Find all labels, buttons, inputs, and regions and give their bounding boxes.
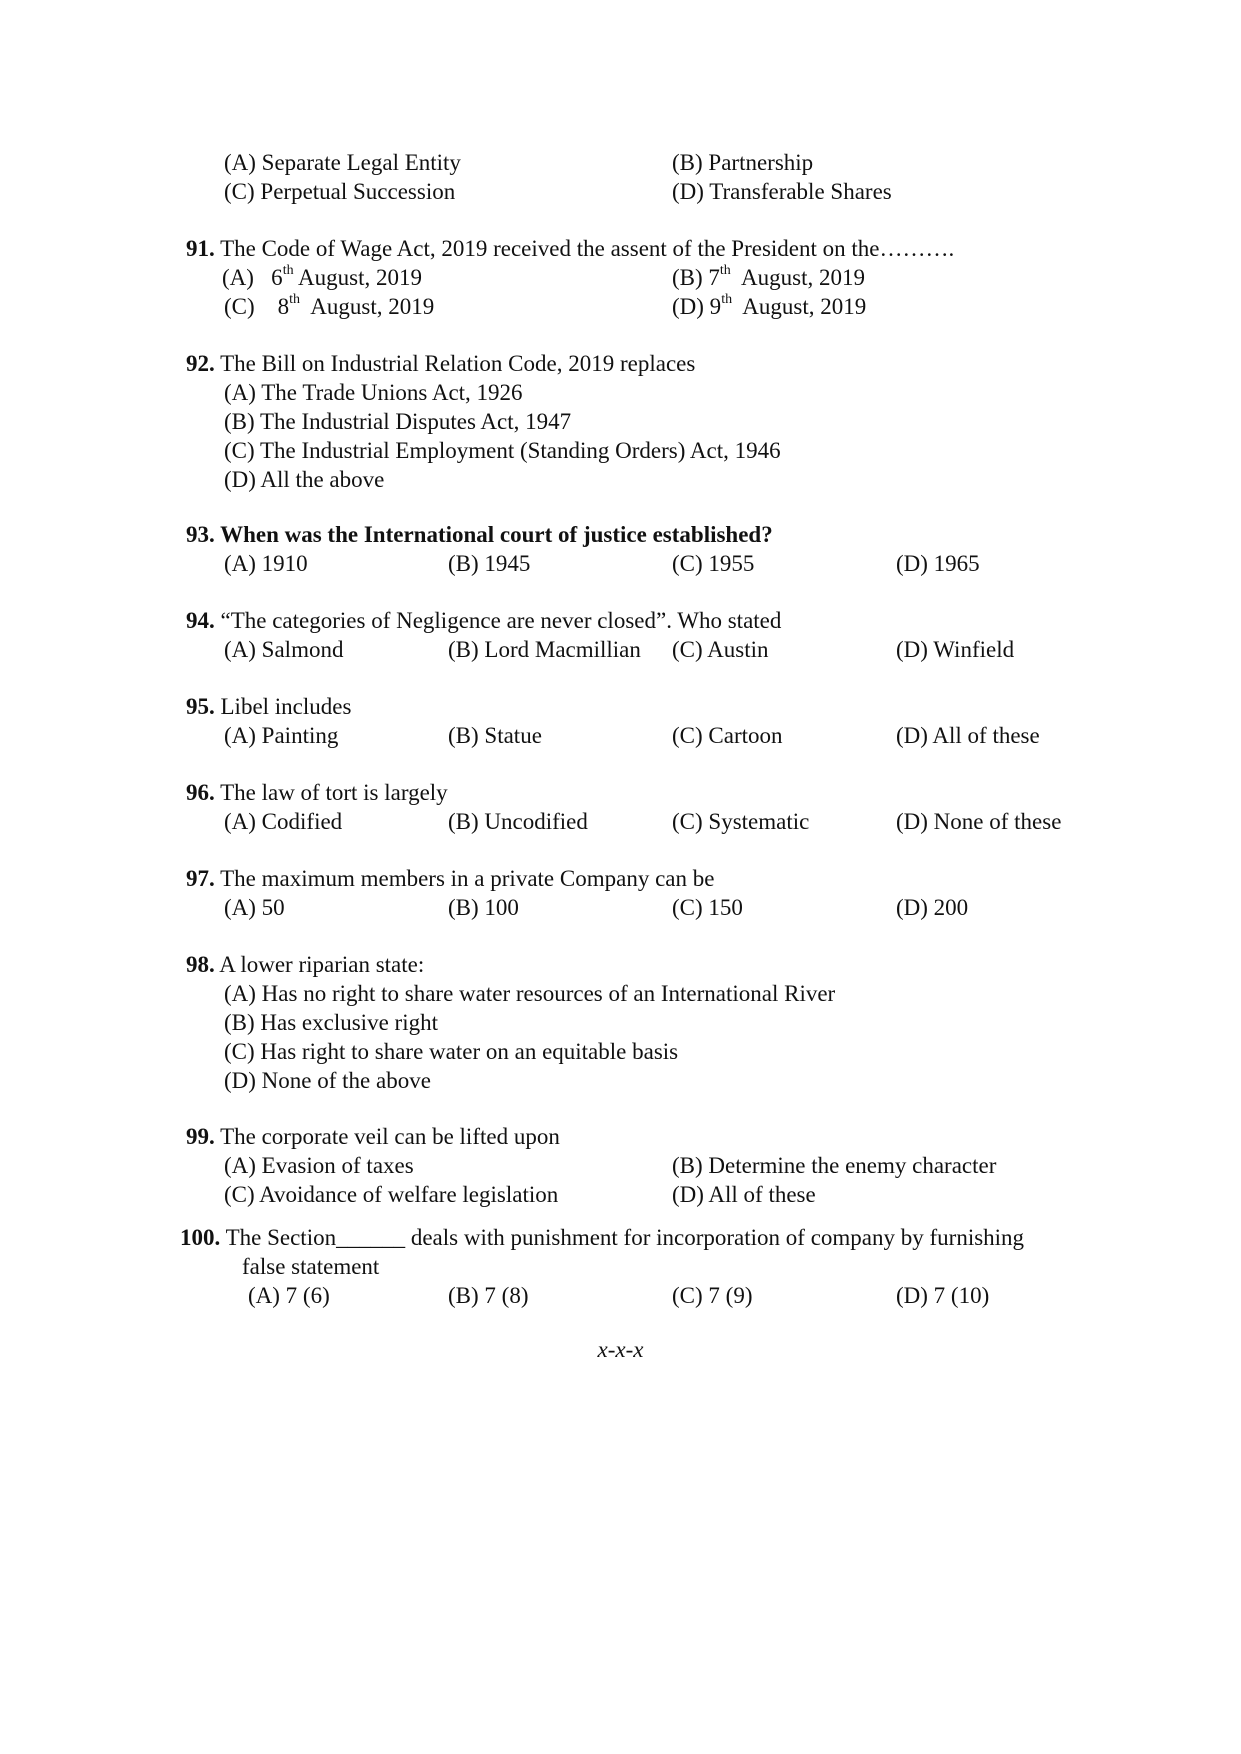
option-d: (D) None of these: [896, 809, 1062, 834]
question-number: 95.: [186, 694, 215, 719]
option-b: (B) Uncodified: [448, 809, 588, 834]
option-d: (D) 1965: [896, 551, 980, 576]
option-b: (B) Statue: [448, 723, 542, 748]
question-94: [186, 606, 1015, 664]
option-b: (B) Partnership: [672, 150, 814, 175]
question-99: [186, 1122, 997, 1209]
question-stem: [186, 864, 714, 893]
option-c: (C) Perpetual Succession: [224, 179, 456, 204]
option-c: (C) 7 (9): [672, 1283, 753, 1308]
question-text: Libel includes: [214, 694, 352, 719]
question-91: [186, 234, 954, 321]
option-a: (A) 6th August, 2019: [222, 263, 423, 290]
option-b: (B) 1945: [448, 551, 531, 576]
option-a: (A) 50: [224, 895, 285, 920]
option-b: (B) 100: [448, 895, 519, 920]
question-text: When was the International court of justice established?: [214, 522, 773, 547]
option-c: (C) The Industrial Employment (Standing Orders) Act, 1946: [224, 438, 781, 463]
option-a: (A) 7 (6): [248, 1283, 330, 1308]
question-stem: [186, 234, 954, 263]
option-d: (D) None of the above: [224, 1068, 431, 1093]
question-stem: [186, 778, 448, 807]
option-d: (D) Transferable Shares: [672, 179, 892, 204]
option-d: (D) All of these: [896, 723, 1040, 748]
option-d: (D) All the above: [224, 467, 385, 492]
question-stem: [180, 1223, 1024, 1252]
option-c: (C) 1955: [672, 551, 755, 576]
question-text: The corporate veil can be lifted upon: [214, 1124, 560, 1149]
option-a: (A) 1910: [224, 551, 308, 576]
option-c: (C) 8th August, 2019: [224, 292, 435, 319]
option-c: (C) Austin: [672, 637, 769, 662]
question-number: 91.: [186, 236, 215, 261]
option-a: (A) Painting: [224, 723, 339, 748]
question-stem: [186, 692, 351, 721]
question-95: [186, 692, 1040, 750]
option-b: (B) 7 (8): [448, 1283, 529, 1308]
question-stem: [186, 520, 773, 549]
question-text: A lower riparian state:: [214, 952, 425, 977]
option-b: (B) Lord Macmillian: [448, 637, 641, 662]
option-d: (D) All of these: [672, 1182, 816, 1207]
question-stem: [186, 349, 781, 378]
option-a: (A) Evasion of taxes: [224, 1153, 414, 1178]
option-a: (A) The Trade Unions Act, 1926: [224, 380, 523, 405]
option-b: (B) 7th August, 2019: [672, 263, 865, 290]
question-number: 100.: [180, 1225, 221, 1250]
question-number: 94.: [186, 608, 215, 633]
option-d: (D) 9th August, 2019: [672, 292, 867, 319]
question-text: The maximum members in a private Company can be: [214, 866, 715, 891]
option-d: (D) 7 (10): [896, 1283, 990, 1308]
option-b: (B) Has exclusive right: [224, 1010, 438, 1035]
question-number: 92.: [186, 351, 215, 376]
question-stem: [186, 950, 835, 979]
question-number: 97.: [186, 866, 215, 891]
option-b: (B) The Industrial Disputes Act, 1947: [224, 409, 572, 434]
question-number: 96.: [186, 780, 215, 805]
question-number: 99.: [186, 1124, 215, 1149]
question-97: [186, 864, 969, 922]
question-text: The Section______ deals with punishment for incorporation of company by furnishing: [220, 1225, 1025, 1250]
question-93: [186, 520, 980, 578]
option-c: (C) Cartoon: [672, 723, 783, 748]
question-98: [186, 950, 835, 1095]
question-stem: [186, 1122, 560, 1151]
option-a: (A) Has no right to share water resources of an International River: [224, 981, 836, 1006]
question-text: The law of tort is largely: [214, 780, 448, 805]
option-b: (B) Determine the enemy character: [672, 1153, 997, 1178]
question-text: “The categories of Negligence are never closed”. Who stated: [214, 608, 782, 633]
question-text-continued: false statement: [242, 1254, 380, 1279]
question-96: [186, 778, 1062, 836]
option-a: (A) Separate Legal Entity: [224, 150, 461, 175]
option-a: (A) Salmond: [224, 637, 344, 662]
option-d: (D) 200: [896, 895, 969, 920]
option-d: (D) Winfield: [896, 637, 1015, 662]
option-c: (C) 150: [672, 895, 743, 920]
end-marker: x-x-x: [597, 1337, 644, 1362]
option-c: (C) Systematic: [672, 809, 810, 834]
option-c: (C) Avoidance of welfare legislation: [224, 1182, 559, 1207]
question-100: [180, 1223, 1024, 1310]
question-text: The Bill on Industrial Relation Code, 2019 replaces: [214, 351, 696, 376]
question-text: The Code of Wage Act, 2019 received the assent of the President on the……….: [214, 236, 955, 261]
option-c: (C) Has right to share water on an equitable basis: [224, 1039, 679, 1064]
question-92: [186, 349, 781, 494]
question-number: 93.: [186, 522, 215, 547]
option-a: (A) Codified: [224, 809, 343, 834]
question-number: 98.: [186, 952, 215, 977]
question-stem: [186, 606, 781, 635]
